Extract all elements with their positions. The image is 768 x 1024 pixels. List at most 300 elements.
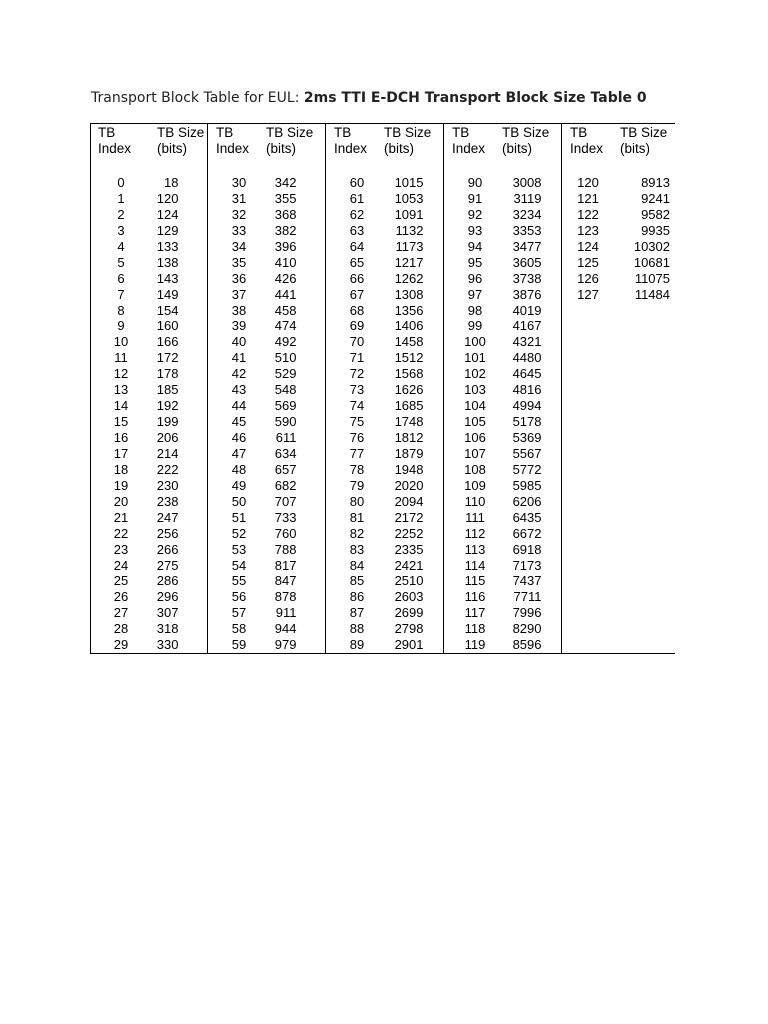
tb-index-cell: 66: [349, 270, 365, 286]
tb-index-cell: 48: [231, 461, 247, 477]
tb-size-cell: 1458: [394, 334, 424, 350]
table-row: [444, 462, 561, 478]
table-row: [90, 510, 207, 526]
table-rows: [444, 175, 561, 653]
table-row: [444, 446, 561, 462]
tb-index-cell: 91: [467, 190, 483, 206]
table-column-group-2: [208, 123, 326, 654]
tb-size-cell: 847: [274, 573, 297, 589]
tb-size-cell: 1406: [394, 318, 424, 334]
tb-size-cell: 133: [156, 238, 179, 254]
table-row: [326, 430, 443, 446]
table-row: [444, 175, 561, 191]
table-row: [208, 334, 325, 350]
title-prefix: Transport Block Table for EUL:: [91, 90, 304, 106]
table-row: [326, 191, 443, 207]
header-tb-size-line2: (bits): [266, 141, 296, 156]
column-header: [326, 123, 443, 173]
header-tb-size-line2: (bits): [502, 141, 532, 156]
table-rows: [326, 175, 443, 653]
table-row: [444, 382, 561, 398]
tb-size-cell: 396: [274, 238, 297, 254]
header-tb-index-line2: Index: [452, 141, 486, 156]
tb-size-cell: 2020: [394, 477, 424, 493]
tb-size-cell: 1879: [394, 445, 424, 461]
table-row: [208, 175, 325, 191]
header-tb-size-line2: (bits): [384, 141, 414, 156]
tb-size-cell: 222: [156, 461, 179, 477]
table-row: [208, 223, 325, 239]
tb-size-cell: 247: [156, 509, 179, 525]
tb-index-cell: 112: [464, 525, 486, 541]
table-row: [326, 382, 443, 398]
table-row: [90, 350, 207, 366]
table-row: [90, 175, 207, 191]
title-bold: 2ms TTI E-DCH Transport Block Size Table 0: [303, 90, 647, 106]
tb-index-cell: 60: [349, 175, 365, 190]
tb-size-cell: 944: [274, 621, 297, 637]
table-row: [444, 303, 561, 319]
table-row: [562, 207, 675, 223]
tb-size-cell: 2172: [394, 509, 424, 525]
table-row: [90, 589, 207, 605]
tb-index-cell: 114: [464, 557, 486, 573]
table-row: [562, 223, 675, 239]
header-tb-size-line1: TB Size: [157, 125, 205, 140]
tb-index-cell: 59: [231, 637, 247, 653]
tb-size-cell: 286: [156, 573, 179, 589]
tb-size-cell: 368: [274, 206, 297, 222]
table-row: [208, 350, 325, 366]
tb-size-cell: 707: [274, 493, 297, 509]
tb-index-cell: 25: [113, 573, 129, 589]
header-tb-size: [266, 125, 313, 157]
tb-size-cell: 733: [274, 509, 297, 525]
tb-index-cell: 31: [231, 190, 247, 206]
table-row: [208, 287, 325, 303]
tb-index-cell: 55: [231, 573, 247, 589]
tb-size-cell: 2252: [394, 525, 424, 541]
tb-size-cell: 1748: [394, 414, 424, 430]
tb-size-cell: 124: [156, 206, 179, 222]
tb-size-cell: 1568: [394, 366, 424, 382]
tb-index-cell: 107: [464, 445, 486, 461]
tb-size-cell: 5772: [512, 461, 542, 477]
header-tb-size-line1: TB Size: [502, 125, 550, 140]
tb-index-cell: 53: [231, 541, 247, 557]
tb-index-cell: 86: [349, 589, 365, 605]
tb-size-cell: 342: [274, 175, 297, 190]
tb-size-cell: 238: [156, 493, 179, 509]
table-row: [208, 398, 325, 414]
table-row: [326, 446, 443, 462]
table-row: [90, 223, 207, 239]
tb-size-cell: 1173: [395, 238, 424, 254]
tb-index-cell: 103: [464, 382, 486, 398]
transport-block-size-table: [90, 123, 675, 654]
tb-size-cell: 8290: [512, 621, 542, 637]
tb-size-cell: 878: [274, 589, 297, 605]
table-row: [90, 462, 207, 478]
tb-index-cell: 81: [349, 509, 365, 525]
tb-index-cell: 118: [464, 621, 486, 637]
tb-index-cell: 92: [467, 206, 483, 222]
tb-index-cell: 34: [231, 238, 247, 254]
tb-size-cell: 185: [156, 382, 179, 398]
table-row: [444, 605, 561, 621]
tb-index-cell: 24: [113, 557, 129, 573]
table-row: [326, 414, 443, 430]
tb-size-cell: 510: [274, 350, 297, 366]
tb-index-cell: 9: [117, 318, 125, 334]
tb-size-cell: 5567: [512, 445, 542, 461]
header-tb-size: [384, 125, 431, 157]
table-row: [90, 573, 207, 589]
tb-size-cell: 2510: [394, 573, 424, 589]
tb-index-cell: 78: [349, 461, 365, 477]
table-row: [562, 287, 675, 303]
table-row: [444, 271, 561, 287]
table-rows: [562, 175, 675, 303]
table-row: [326, 526, 443, 542]
table-row: [208, 478, 325, 494]
table-column-group-1: [90, 123, 208, 654]
tb-size-cell: 143: [156, 270, 179, 286]
tb-index-cell: 38: [231, 302, 247, 318]
header-tb-index: [98, 125, 131, 157]
tb-index-cell: 97: [467, 286, 483, 302]
table-row: [326, 478, 443, 494]
tb-index-cell: 30: [231, 175, 247, 190]
tb-index-cell: 22: [113, 525, 129, 541]
tb-size-cell: 458: [274, 302, 297, 318]
tb-index-cell: 51: [231, 509, 247, 525]
table-row: [444, 478, 561, 494]
table-row: [90, 542, 207, 558]
tb-size-cell: 1512: [394, 350, 424, 366]
tb-index-cell: 72: [349, 366, 365, 382]
tb-size-cell: 230: [156, 477, 179, 493]
tb-index-cell: 40: [231, 334, 247, 350]
tb-index-cell: 65: [349, 254, 365, 270]
tb-size-cell: 7437: [512, 573, 542, 589]
tb-size-cell: 1356: [394, 302, 424, 318]
tb-size-cell: 2901: [394, 637, 424, 653]
tb-size-cell: 3119: [513, 190, 542, 206]
tb-index-cell: 58: [231, 621, 247, 637]
tb-index-cell: 1: [117, 190, 125, 206]
table-row: [90, 621, 207, 637]
tb-size-cell: 2335: [394, 541, 424, 557]
table-row: [562, 191, 675, 207]
tb-index-cell: 113: [464, 541, 486, 557]
tb-index-cell: 79: [349, 477, 365, 493]
tb-size-cell: 307: [156, 605, 179, 621]
tb-index-cell: 73: [349, 382, 365, 398]
column-header: [444, 123, 561, 173]
table-row: [326, 621, 443, 637]
tb-index-cell: 123: [577, 222, 599, 238]
tb-size-cell: 3353: [512, 222, 542, 238]
tb-size-cell: 788: [274, 541, 297, 557]
tb-size-cell: 7711: [513, 589, 542, 605]
tb-index-cell: 7: [117, 286, 125, 302]
table-row: [208, 573, 325, 589]
table-row: [326, 637, 443, 653]
tb-size-cell: 569: [274, 398, 297, 414]
header-tb-index-line2: Index: [216, 141, 250, 156]
table-row: [444, 621, 561, 637]
table-row: [208, 605, 325, 621]
table-row: [208, 303, 325, 319]
tb-size-cell: 611: [275, 430, 297, 445]
tb-size-cell: 410: [274, 254, 297, 270]
header-tb-size-line2: (bits): [157, 141, 187, 156]
tb-size-cell: 3234: [512, 206, 542, 222]
table-row: [208, 366, 325, 382]
tb-index-cell: 84: [349, 557, 365, 573]
tb-size-cell: 9935: [641, 222, 670, 238]
tb-index-cell: 108: [464, 461, 486, 477]
tb-index-cell: 83: [349, 541, 365, 557]
table-row: [208, 255, 325, 271]
tb-index-cell: 37: [231, 286, 247, 302]
tb-size-cell: 5369: [512, 430, 542, 445]
tb-index-cell: 127: [577, 286, 599, 302]
tb-index-cell: 106: [464, 430, 486, 445]
table-row: [326, 542, 443, 558]
header-tb-index-line1: TB: [452, 125, 470, 140]
tb-size-cell: 1015: [394, 175, 424, 190]
header-tb-index: [216, 125, 249, 157]
table-row: [90, 605, 207, 621]
tb-index-cell: 89: [349, 637, 365, 653]
tb-index-cell: 5: [117, 254, 125, 270]
tb-size-cell: 172: [156, 350, 179, 366]
tb-index-cell: 75: [349, 414, 365, 430]
table-row: [326, 175, 443, 191]
tb-index-cell: 17: [113, 445, 129, 461]
table-row: [444, 366, 561, 382]
table-row: [444, 334, 561, 350]
header-tb-index: [452, 125, 485, 157]
tb-index-cell: 39: [231, 318, 247, 334]
tb-index-cell: 27: [113, 605, 129, 621]
tb-index-cell: 21: [113, 509, 129, 525]
tb-index-cell: 117: [464, 605, 486, 621]
tb-size-cell: 9582: [641, 206, 670, 222]
tb-index-cell: 52: [231, 525, 247, 541]
tb-index-cell: 110: [464, 493, 486, 509]
tb-index-cell: 32: [231, 206, 247, 222]
table-row: [90, 414, 207, 430]
tb-size-cell: 4645: [512, 366, 542, 382]
table-row: [208, 414, 325, 430]
header-tb-size: [620, 125, 667, 157]
table-row: [444, 207, 561, 223]
table-column-group-3: [326, 123, 444, 654]
table-row: [326, 287, 443, 303]
tb-index-cell: 96: [467, 270, 483, 286]
tb-size-cell: 6672: [512, 525, 542, 541]
tb-size-cell: 548: [274, 382, 297, 398]
table-row: [208, 191, 325, 207]
table-row: [444, 318, 561, 334]
table-row: [326, 318, 443, 334]
table-row: [326, 558, 443, 574]
tb-index-cell: 16: [113, 430, 129, 445]
tb-index-cell: 56: [231, 589, 247, 605]
header-tb-index-line2: Index: [334, 141, 368, 156]
header-tb-size-line1: TB Size: [620, 125, 668, 140]
table-row: [208, 558, 325, 574]
tb-size-cell: 266: [156, 541, 179, 557]
table-row: [444, 573, 561, 589]
tb-size-cell: 178: [156, 366, 179, 382]
tb-size-cell: 1685: [394, 398, 424, 414]
tb-index-cell: 62: [349, 206, 365, 222]
table-row: [208, 430, 325, 446]
tb-size-cell: 441: [274, 286, 297, 302]
tb-index-cell: 122: [577, 206, 599, 222]
tb-size-cell: 1262: [394, 270, 424, 286]
tb-index-cell: 41: [231, 350, 247, 366]
tb-index-cell: 42: [231, 366, 247, 382]
table-row: [90, 446, 207, 462]
tb-size-cell: 330: [156, 637, 179, 653]
tb-size-cell: 1626: [394, 382, 424, 398]
tb-size-cell: 2798: [394, 621, 424, 637]
tb-size-cell: 120: [156, 190, 179, 206]
tb-index-cell: 13: [113, 382, 129, 398]
table-row: [326, 462, 443, 478]
tb-size-cell: 4321: [512, 334, 542, 350]
tb-size-cell: 4994: [512, 398, 542, 414]
tb-size-cell: 149: [156, 286, 179, 302]
tb-index-cell: 26: [113, 589, 129, 605]
tb-size-cell: 1308: [394, 286, 424, 302]
tb-index-cell: 29: [113, 637, 129, 653]
table-row: [444, 430, 561, 446]
table-row: [326, 239, 443, 255]
tb-size-cell: 911: [275, 605, 297, 621]
tb-size-cell: 18: [164, 175, 179, 190]
header-tb-size-line1: TB Size: [384, 125, 432, 140]
tb-index-cell: 76: [349, 430, 365, 445]
tb-size-cell: 682: [274, 477, 297, 493]
tb-index-cell: 4: [117, 238, 125, 254]
tb-index-cell: 125: [577, 254, 599, 270]
tb-size-cell: 275: [156, 557, 179, 573]
header-tb-size: [157, 125, 204, 157]
table-column-group-4: [444, 123, 562, 654]
tb-size-cell: 492: [274, 334, 297, 350]
tb-index-cell: 50: [231, 493, 247, 509]
table-row: [444, 239, 561, 255]
tb-size-cell: 1091: [394, 206, 424, 222]
tb-index-cell: 77: [349, 445, 365, 461]
tb-index-cell: 10: [113, 334, 129, 350]
table-row: [444, 494, 561, 510]
tb-size-cell: 160: [156, 318, 179, 334]
header-tb-index: [570, 125, 603, 157]
table-row: [444, 398, 561, 414]
tb-size-cell: 11484: [634, 286, 670, 302]
tb-index-cell: 18: [113, 461, 129, 477]
tb-size-cell: 2699: [394, 605, 424, 621]
tb-index-cell: 49: [231, 477, 247, 493]
tb-index-cell: 119: [464, 637, 486, 653]
table-row: [208, 494, 325, 510]
tb-index-cell: 67: [349, 286, 365, 302]
header-tb-index-line1: TB: [216, 125, 234, 140]
table-row: [326, 398, 443, 414]
tb-index-cell: 57: [231, 605, 247, 621]
tb-index-cell: 116: [464, 589, 486, 605]
table-row: [90, 494, 207, 510]
table-row: [90, 191, 207, 207]
tb-index-cell: 35: [231, 254, 247, 270]
tb-size-cell: 817: [274, 557, 297, 573]
table-row: [208, 318, 325, 334]
tb-index-cell: 36: [231, 270, 247, 286]
tb-index-cell: 90: [467, 175, 483, 190]
column-header: [90, 123, 207, 173]
table-row: [326, 271, 443, 287]
tb-size-cell: 4019: [512, 302, 542, 318]
tb-size-cell: 3738: [512, 270, 542, 286]
table-row: [90, 398, 207, 414]
header-tb-size-line2: (bits): [620, 141, 650, 156]
tb-index-cell: 64: [349, 238, 365, 254]
tb-size-cell: 6918: [512, 541, 542, 557]
tb-index-cell: 63: [349, 222, 365, 238]
tb-size-cell: 6435: [512, 509, 542, 525]
tb-size-cell: 129: [156, 222, 179, 238]
tb-size-cell: 5178: [512, 414, 542, 430]
tb-index-cell: 8: [117, 302, 125, 318]
tb-size-cell: 1053: [394, 190, 424, 206]
tb-index-cell: 101: [464, 350, 486, 366]
tb-index-cell: 126: [577, 270, 599, 286]
tb-index-cell: 120: [577, 175, 599, 190]
tb-index-cell: 115: [464, 573, 486, 589]
tb-size-cell: 7173: [512, 557, 542, 573]
tb-size-cell: 3876: [512, 286, 542, 302]
table-row: [326, 207, 443, 223]
tb-size-cell: 9241: [641, 190, 670, 206]
tb-index-cell: 98: [467, 302, 483, 318]
tb-index-cell: 111: [465, 509, 485, 525]
tb-size-cell: 474: [274, 318, 297, 334]
tb-index-cell: 124: [577, 238, 599, 254]
table-row: [90, 558, 207, 574]
table-row: [326, 255, 443, 271]
tb-size-cell: 2603: [394, 589, 424, 605]
table-row: [444, 191, 561, 207]
tb-size-cell: 214: [156, 445, 179, 461]
tb-index-cell: 45: [231, 414, 247, 430]
table-row: [90, 255, 207, 271]
table-row: [90, 207, 207, 223]
table-row: [208, 510, 325, 526]
tb-index-cell: 93: [467, 222, 483, 238]
tb-index-cell: 14: [113, 398, 129, 414]
table-row: [444, 542, 561, 558]
tb-size-cell: 10681: [633, 254, 670, 270]
column-header: [208, 123, 325, 173]
column-header: [562, 123, 675, 173]
